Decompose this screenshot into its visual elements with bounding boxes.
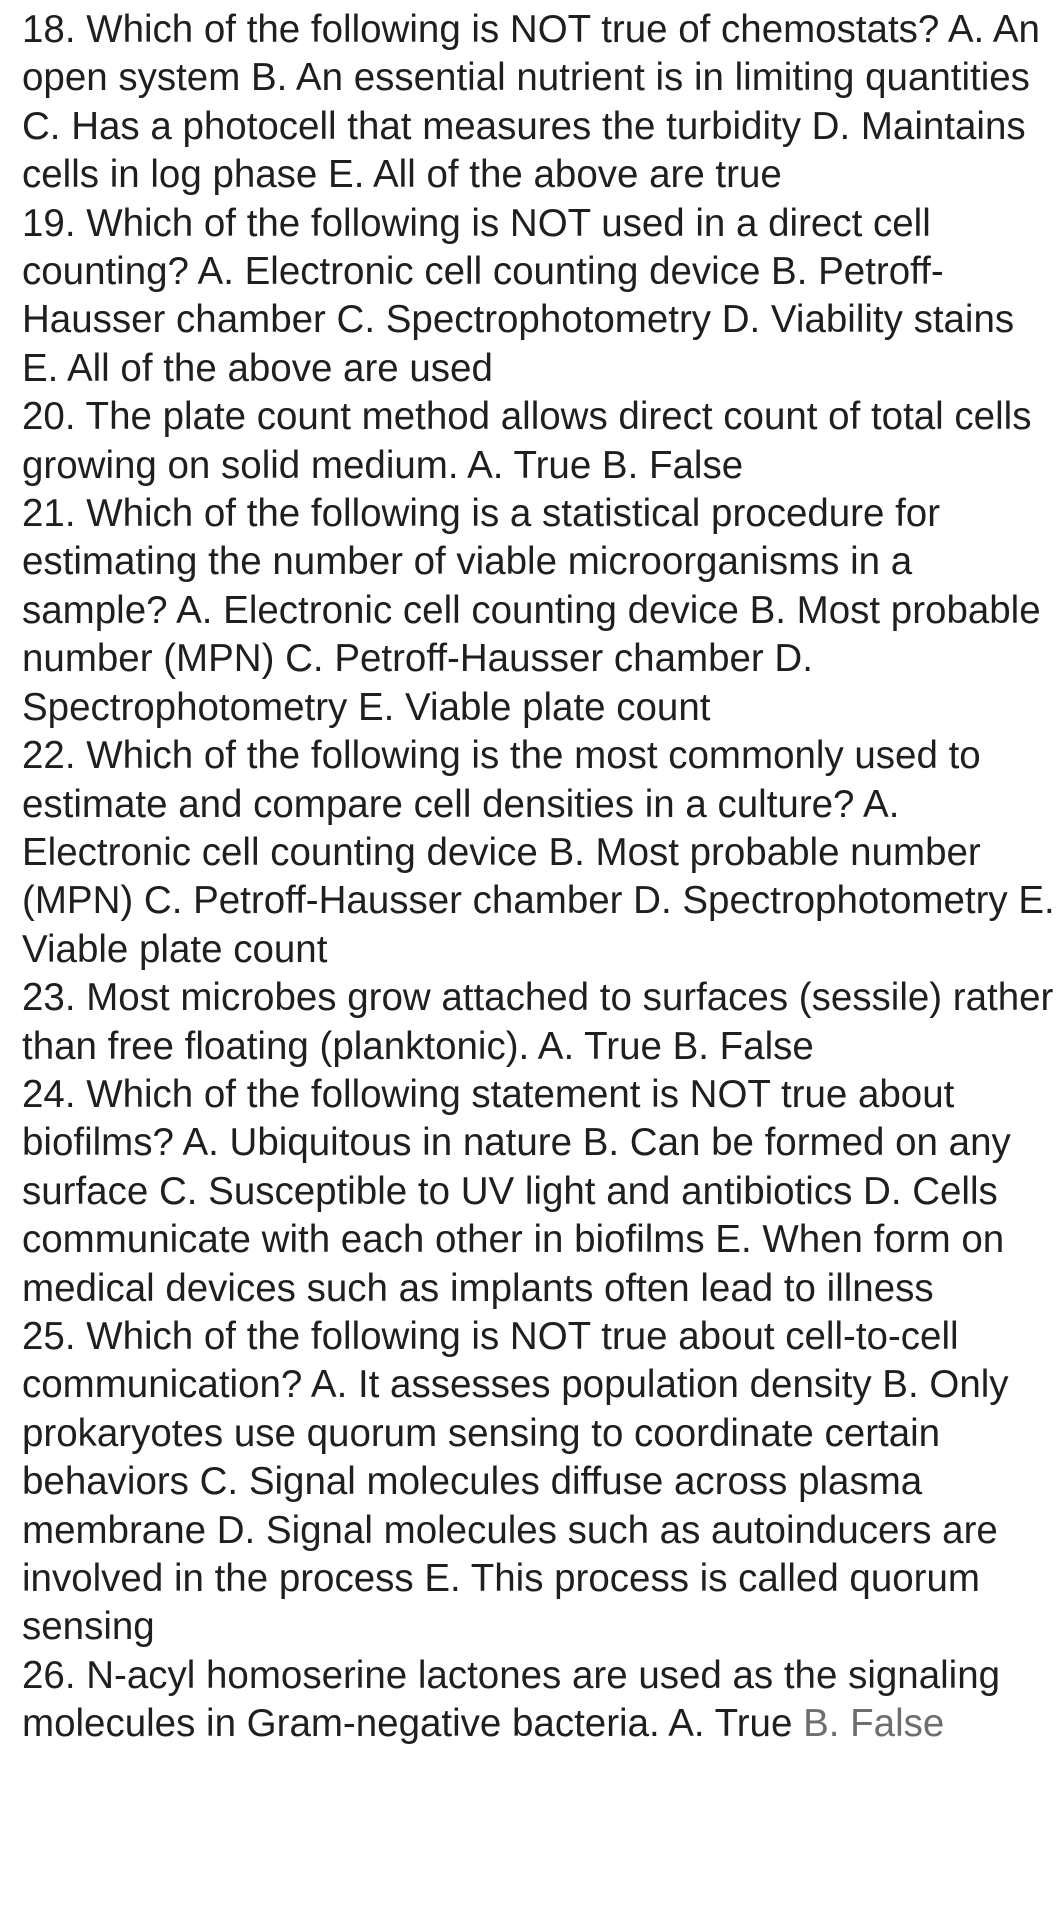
question-text: Which of the following is a statistical procedure for estimating the number of viable microorganisms in a sample? A. Electronic cell counting device B. Most probable number (MPN) C. Petroff-Hausser chamber D. Spectrophotometry E. Viable plate count bbox=[22, 492, 1041, 729]
question-19 bbox=[22, 200, 1058, 394]
question-number: 26. bbox=[22, 1653, 76, 1697]
question-20 bbox=[22, 393, 1058, 490]
question-22 bbox=[22, 732, 1058, 974]
question-number: 22. bbox=[22, 734, 76, 778]
question-text: The plate count method allows direct count of total cells growing on solid medium. A. True B. False bbox=[22, 395, 1032, 487]
question-text: Which of the following is NOT true about cell-to-cell communication? A. It assesses population density B. Only prokaryotes use quorum sensing to coordinate certain behaviors C. Signal molecules diffuse across plasma membrane D. Signal molecules such as autoinducers are involved in the process E. This process is called quorum sensing bbox=[22, 1314, 1009, 1649]
question-text: Which of the following statement is NOT true about biofilms? A. Ubiquitous in nature B. Can be formed on any surface C. Susceptible to UV light and antibiotics D. Cells communicate with each other in biofilms E. When form on medical devices such as implants often lead to illness bbox=[22, 1072, 1011, 1310]
question-text: Which of the following is NOT true of chemostats? A. An open system B. An essential nutrient is in limiting quantities C. Has a photocell that measures the turbidity D. Maintains cells in log phase E. All of the above are true bbox=[22, 8, 1040, 197]
question-26 bbox=[22, 1652, 1058, 1749]
question-24 bbox=[22, 1071, 1058, 1313]
question-23 bbox=[22, 974, 1058, 1071]
question-document bbox=[22, 6, 1058, 1749]
question-number: 18. bbox=[22, 8, 76, 51]
question-25 bbox=[22, 1313, 1058, 1652]
question-number: 20. bbox=[22, 395, 76, 439]
question-text: Which of the following is the most commonly used to estimate and compare cell densities in a culture? A. Electronic cell counting device B. Most probable number (MPN) C. Petroff-Hausser chamber D. Spectrophotometry E. Viable plate count bbox=[22, 734, 1055, 971]
question-text: Which of the following is NOT used in a direct cell counting? A. Electronic cell counting device B. Petroff-Hausser chamber C. Spectrophotometry D. Viability stains E. All of the above are used bbox=[22, 201, 1015, 390]
question-18 bbox=[22, 6, 1058, 200]
question-number: 24. bbox=[22, 1072, 76, 1116]
question-cut-off-text: B. False bbox=[803, 1702, 945, 1746]
question-number: 23. bbox=[22, 976, 76, 1020]
question-number: 19. bbox=[22, 201, 76, 245]
question-text: Most microbes grow attached to surfaces (sessile) rather than free floating (planktonic). A. True B. False bbox=[22, 976, 1054, 1068]
question-21 bbox=[22, 490, 1058, 732]
question-number: 21. bbox=[22, 492, 76, 536]
question-number: 25. bbox=[22, 1314, 76, 1358]
question-text: N-acyl homoserine lactones are used as the signaling molecules in Gram-negative bacteria. A. True bbox=[22, 1653, 1001, 1746]
